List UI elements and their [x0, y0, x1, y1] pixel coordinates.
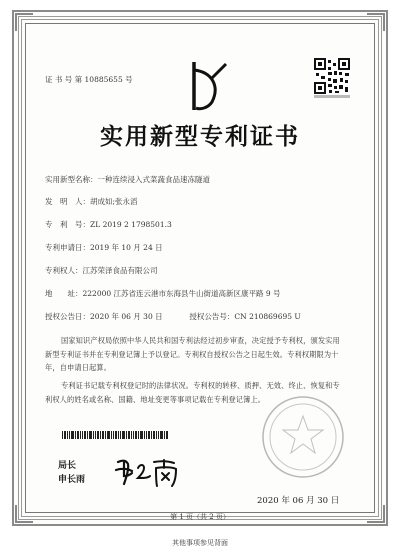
patent-number-value: ZL 2019 2 1798501.3 [90, 220, 172, 229]
patent-office-logo [186, 60, 230, 112]
paragraph-line: 新型专利证书并在专利登记簿上予以登记。专利权自授权公告之日起生效。专利权期限为十 [45, 349, 339, 359]
patent-number-label: 专 利 号： [45, 220, 90, 229]
paragraph-line: 年，自申请日起算。 [45, 363, 112, 372]
paragraph-line: 专利证书记载专利权登记时的法律状况。专利权的转移、质押、无效、终止、恢复和专 [61, 381, 340, 390]
page-indicator: 第 1 页（共 2 页） [170, 513, 230, 521]
corner-ornament [15, 13, 33, 31]
grant-statement-paragraph [45, 334, 363, 375]
address-value: 222000 江苏省连云港市东海县牛山街道高新区康平路 9 号 [82, 289, 281, 298]
certificate-number: 证 书 号 第 10885655 号 [45, 75, 133, 84]
qr-code-icon [314, 58, 350, 98]
address-label: 地 址： [45, 289, 83, 298]
paragraph-line: 利权人的姓名或名称、国籍、地址变更等事项记载在专利登记簿上。 [45, 394, 266, 404]
patentee-label: 专利权人： [45, 266, 83, 275]
patentee-row [45, 265, 158, 276]
inventor-row [45, 196, 138, 207]
grant-number-label: 授权公告号： [189, 312, 235, 321]
patentee-value: 江苏荣泽食品有限公司 [82, 266, 158, 275]
address-row [45, 288, 281, 299]
utility-model-name-row [45, 174, 210, 185]
director-signature [112, 454, 182, 490]
grant-date-value: 2020 年 06 月 30 日 [90, 312, 163, 321]
certificate-title: 实用新型专利证书 [100, 123, 300, 150]
director-title-label: 局长 [58, 461, 77, 471]
paragraph-line: 国家知识产权局依照中华人民共和国专利法经过初步审查，决定授予专利权，颁发实用 [61, 336, 340, 345]
grant-date-label: 授权公告日： [45, 312, 90, 321]
grant-info-row [45, 311, 301, 322]
inventor-value: 胡成如;张永滔 [90, 197, 138, 206]
footer-note: 其他事项参见背面 [172, 539, 228, 547]
barcode [62, 431, 168, 439]
grant-number-value: CN 210869695 U [234, 312, 301, 321]
utility-model-name-label: 实用新型名称： [45, 175, 98, 184]
inventor-label: 发 明 人： [45, 197, 90, 206]
filing-date-value: 2019 年 10 月 24 日 [90, 243, 163, 252]
corner-ornament [367, 13, 385, 31]
utility-model-name-value: 一种连续浸入式菜蔬食品速冻隧道 [97, 175, 210, 184]
official-seal [258, 392, 348, 482]
filing-date-row [45, 242, 163, 253]
patent-number-row [45, 219, 172, 230]
issue-date: 2020 年 06 月 30 日 [257, 496, 340, 506]
director-name-label: 申长雨 [58, 475, 86, 485]
filing-date-label: 专利申请日： [45, 243, 90, 252]
